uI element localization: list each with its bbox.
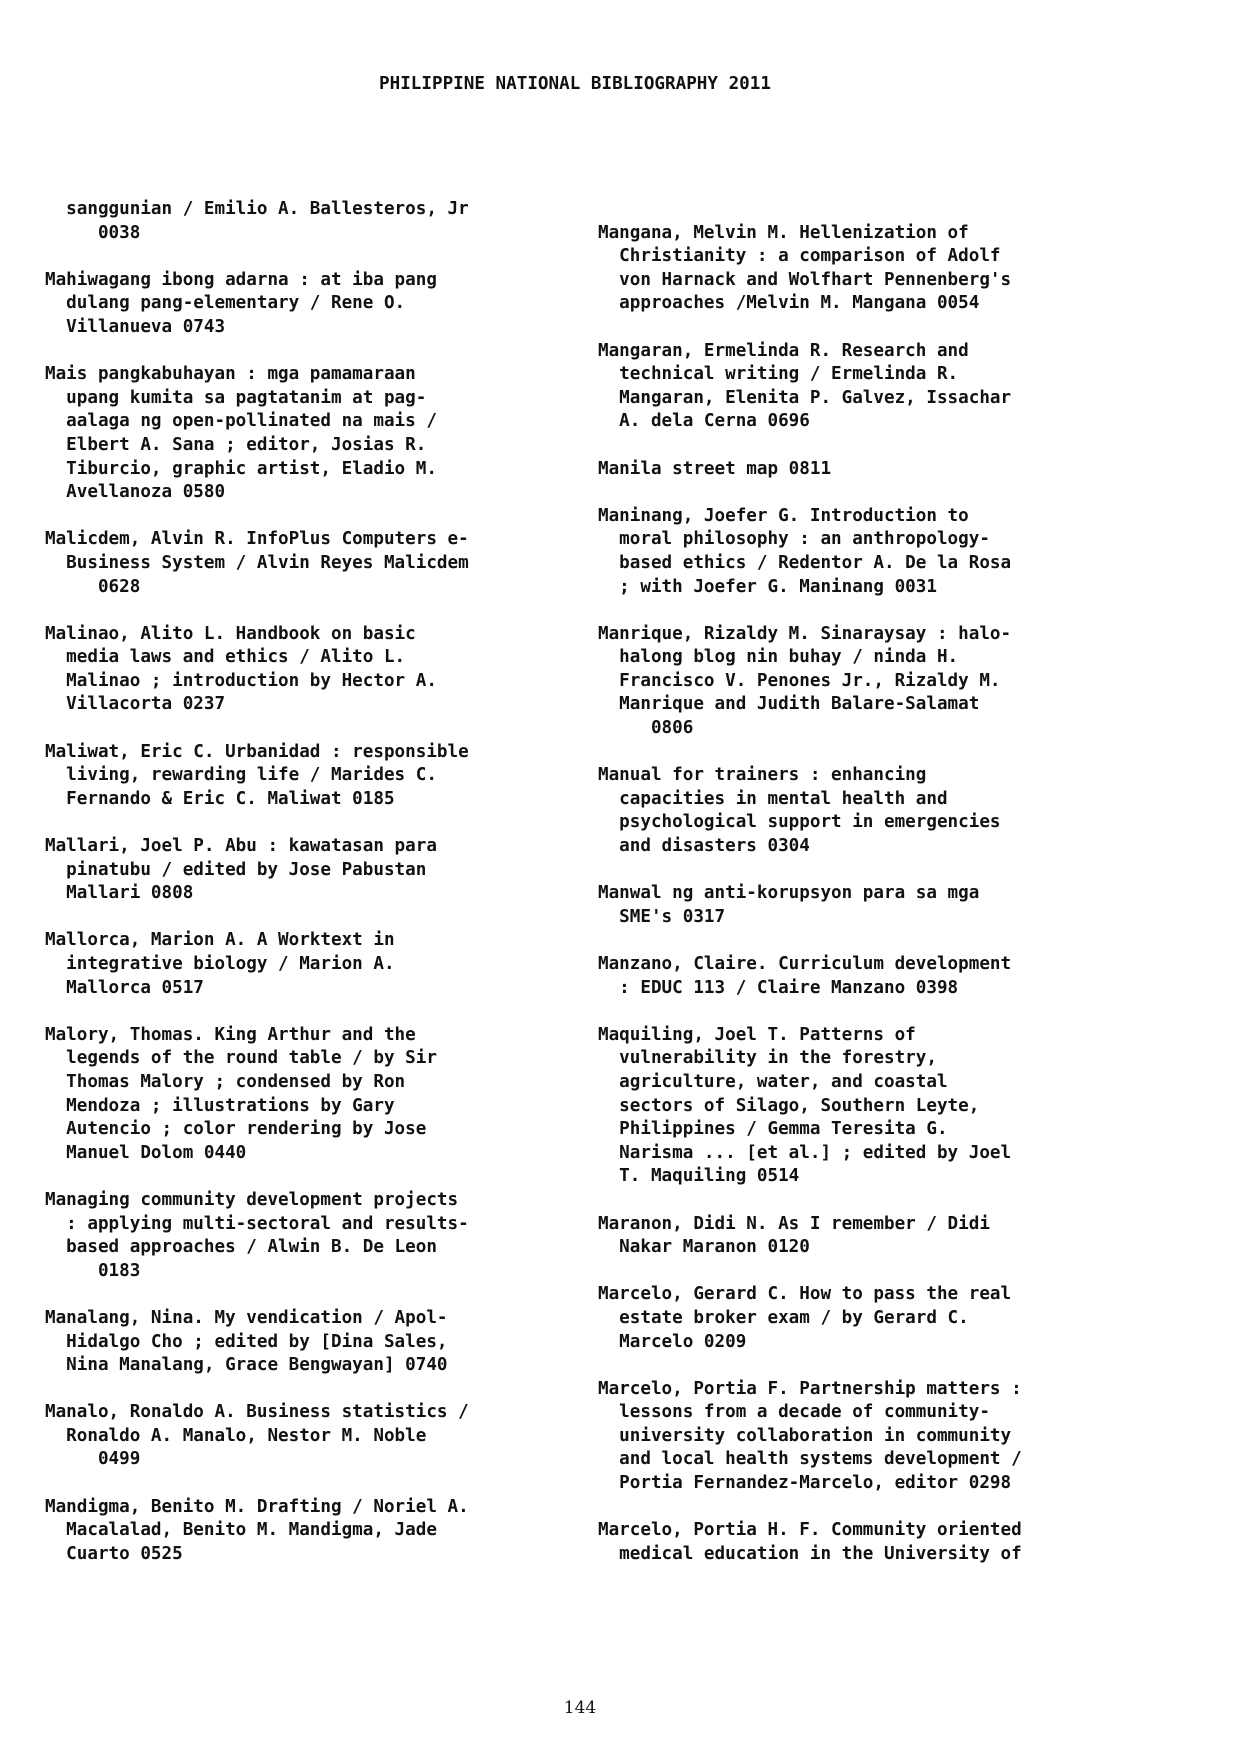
bibliography-entry <box>45 623 565 717</box>
bibliography-entry <box>45 198 565 245</box>
entry-line: dulang pang-elementary / Rene O. <box>45 293 406 314</box>
bibliography-entry <box>598 882 1128 929</box>
entry-line: halong blog nin buhay / ninda H. <box>598 647 959 668</box>
entry-line: Manual for trainers : enhancing <box>598 765 927 786</box>
entry-line: Malory, Thomas. King Arthur and the <box>45 1024 416 1045</box>
entry-line: capacities in mental health and <box>598 788 948 809</box>
entry-line: medical education in the University of <box>598 1543 1022 1564</box>
entry-line: upang kumita sa pagtatanim at pag- <box>45 387 427 408</box>
entry-line: Manalang, Nina. My vendication / Apol- <box>45 1307 448 1328</box>
entry-line: Philippines / Gemma Teresita G. <box>598 1119 948 1140</box>
entry-line: media laws and ethics / Alito L. <box>45 647 406 668</box>
bibliography-entry <box>598 1283 1128 1354</box>
entry-line: Narisma ... [et al.] ; edited by Joel <box>598 1142 1012 1163</box>
entry-line: Mallari 0808 <box>45 883 194 904</box>
bibliography-entry <box>598 340 1128 434</box>
bibliography-entry <box>45 741 565 812</box>
entry-line: Maninang, Joefer G. Introduction to <box>598 505 969 526</box>
entry-line: A. dela Cerna 0696 <box>598 411 810 432</box>
entry-line: Manzano, Claire. Curriculum development <box>598 954 1012 974</box>
bibliography-entry <box>598 458 1128 482</box>
entry-line: psychological support in emergencies <box>598 812 1001 833</box>
entry-line: Manila street map 0811 <box>598 458 832 479</box>
entry-line: Mendoza ; illustrations by Gary <box>45 1095 395 1116</box>
entry-line: Villacorta 0237 <box>45 694 226 715</box>
bibliography-entry <box>598 1519 1128 1566</box>
entry-line: Mangaran, Elenita P. Galvez, Issachar <box>598 387 1012 408</box>
entry-line: integrative biology / Marion A. <box>45 954 395 974</box>
entry-line: vulnerability in the forestry, <box>598 1048 937 1069</box>
entry-line: von Harnack and Wolfhart Pennenberg's <box>598 269 1012 290</box>
entry-line: Mangaran, Ermelinda R. Research and <box>598 340 969 361</box>
bibliography-entry <box>598 623 1128 741</box>
bibliography-entry <box>598 764 1128 858</box>
entry-line: Business System / Alvin Reyes Malicdem <box>45 552 469 573</box>
entry-line: estate broker exam / by Gerard C. <box>598 1307 969 1328</box>
entry-line: based approaches / Alwin B. De Leon <box>45 1237 437 1258</box>
entry-line: 0038 <box>45 222 141 243</box>
entry-line: Managing community development projects <box>45 1189 459 1210</box>
bibliography-entry <box>598 1213 1128 1260</box>
entry-line: Avellanoza 0580 <box>45 482 226 503</box>
bibliography-entry <box>45 835 565 906</box>
left-column <box>45 198 565 1590</box>
entry-line: Mangana, Melvin M. Hellenization of <box>598 222 969 243</box>
entry-line: Marcelo, Portia H. F. Community oriented <box>598 1520 1022 1541</box>
entry-line: Autencio ; color rendering by Jose <box>45 1119 427 1140</box>
entry-line: ; with Joefer G. Maninang 0031 <box>598 576 937 597</box>
entry-line: Mais pangkabuhayan : mga pamamaraan <box>45 364 416 385</box>
entry-line: sectors of Silago, Southern Leyte, <box>598 1095 980 1116</box>
bibliography-entry <box>45 363 565 505</box>
bibliography-entry <box>598 953 1128 1000</box>
bibliography-entry <box>598 1378 1128 1496</box>
right-column <box>598 198 1128 1590</box>
entry-line: Macalalad, Benito M. Mandigma, Jade <box>45 1520 437 1541</box>
entry-line: pinatubu / edited by Jose Pabustan <box>45 859 427 880</box>
entry-line: Malinao, Alito L. Handbook on basic <box>45 623 416 644</box>
bibliography-entry <box>45 1307 565 1378</box>
entry-line: Manwal ng anti-korupsyon para sa mga <box>598 883 980 904</box>
entry-line: moral philosophy : an anthropology- <box>598 529 990 550</box>
entry-line: Fernando & Eric C. Maliwat 0185 <box>45 788 395 809</box>
entry-line: Maquiling, Joel T. Patterns of <box>598 1024 916 1045</box>
entry-line: Manuel Dolom 0440 <box>45 1142 247 1163</box>
entry-line: Mallorca, Marion A. A Worktext in <box>45 930 395 951</box>
entry-line: Christianity : a comparison of Adolf <box>598 246 1001 267</box>
bibliography-entry <box>45 1024 565 1166</box>
entry-line: Nina Manalang, Grace Bengwayan] 0740 <box>45 1355 448 1376</box>
entry-line: 0806 <box>598 718 694 739</box>
entry-line: Hidalgo Cho ; edited by [Dina Sales, <box>45 1331 448 1352</box>
entry-line: Marcelo 0209 <box>598 1331 747 1352</box>
entry-line: Mallari, Joel P. Abu : kawatasan para <box>45 836 437 857</box>
entry-line: based ethics / Redentor A. De la Rosa <box>598 552 1012 573</box>
entry-line: Malicdem, Alvin R. InfoPlus Computers e- <box>45 529 469 550</box>
entry-line: 0183 <box>45 1260 141 1281</box>
entry-line: and local health systems development / <box>598 1449 1022 1470</box>
entry-line: legends of the round table / by Sir <box>45 1048 437 1069</box>
entry-line: Maliwat, Eric C. Urbanidad : responsible <box>45 741 469 762</box>
entry-line: lessons from a decade of community- <box>598 1402 990 1423</box>
entry-line: Elbert A. Sana ; editor, Josias R. <box>45 434 427 455</box>
entry-line: university collaboration in community <box>598 1425 1012 1446</box>
entry-line: 0499 <box>45 1449 141 1470</box>
entry-line: Portia Fernandez-Marcelo, editor 0298 <box>598 1473 1012 1494</box>
entry-line: Nakar Maranon 0120 <box>598 1237 810 1258</box>
entry-line: sanggunian / Emilio A. Ballesteros, Jr <box>45 199 469 219</box>
entry-line: T. Maquiling 0514 <box>598 1166 800 1187</box>
bibliography-entry <box>598 222 1128 316</box>
entry-line: : applying multi-sectoral and results- <box>45 1213 469 1234</box>
entry-line: Villanueva 0743 <box>45 316 226 337</box>
entry-line: Marcelo, Gerard C. How to pass the real <box>598 1284 1012 1305</box>
bibliography-entry <box>45 929 565 1000</box>
entry-line: Ronaldo A. Manalo, Nestor M. Noble <box>45 1425 427 1446</box>
bibliography-entry <box>45 269 565 340</box>
page-header: PHILIPPINE NATIONAL BIBLIOGRAPHY 2011 <box>379 74 771 94</box>
entry-line: Mallorca 0517 <box>45 977 204 998</box>
entry-line: Marcelo, Portia F. Partnership matters : <box>598 1378 1022 1399</box>
entry-line: Thomas Malory ; condensed by Ron <box>45 1071 406 1092</box>
entry-line: Cuarto 0525 <box>45 1543 183 1564</box>
entry-line: technical writing / Ermelinda R. <box>598 364 959 385</box>
entry-line: Francisco V. Penones Jr., Rizaldy M. <box>598 670 1001 691</box>
entry-line: SME's 0317 <box>598 906 726 927</box>
entry-line: and disasters 0304 <box>598 836 810 857</box>
entry-line: Manrique, Rizaldy M. Sinaraysay : halo- <box>598 623 1012 644</box>
entry-line: living, rewarding life / Marides C. <box>45 765 437 786</box>
page-number: 144 <box>563 1698 597 1718</box>
bibliography-entry <box>45 1189 565 1283</box>
entry-line: Malinao ; introduction by Hector A. <box>45 670 437 691</box>
entry-line: 0628 <box>45 576 141 597</box>
bibliography-entry <box>598 1024 1128 1189</box>
entry-line: Maranon, Didi N. As I remember / Didi <box>598 1213 990 1234</box>
entry-line: Manrique and Judith Balare-Salamat <box>598 694 980 715</box>
entry-line: : EDUC 113 / Claire Manzano 0398 <box>598 977 959 998</box>
bibliography-entry <box>45 528 565 599</box>
entry-line: Mahiwagang ibong adarna : at iba pang <box>45 269 437 290</box>
bibliography-entry <box>45 1401 565 1472</box>
entry-line: Manalo, Ronaldo A. Business statistics / <box>45 1402 469 1423</box>
entry-line: approaches /Melvin M. Mangana 0054 <box>598 293 980 314</box>
entry-line: Tiburcio, graphic artist, Eladio M. <box>45 458 437 479</box>
bibliography-entry <box>45 1496 565 1567</box>
entry-line: aalaga ng open-pollinated na mais / <box>45 411 437 432</box>
entry-line: agriculture, water, and coastal <box>598 1071 948 1092</box>
entry-line: Mandigma, Benito M. Drafting / Noriel A. <box>45 1496 469 1517</box>
bibliography-entry <box>598 505 1128 599</box>
